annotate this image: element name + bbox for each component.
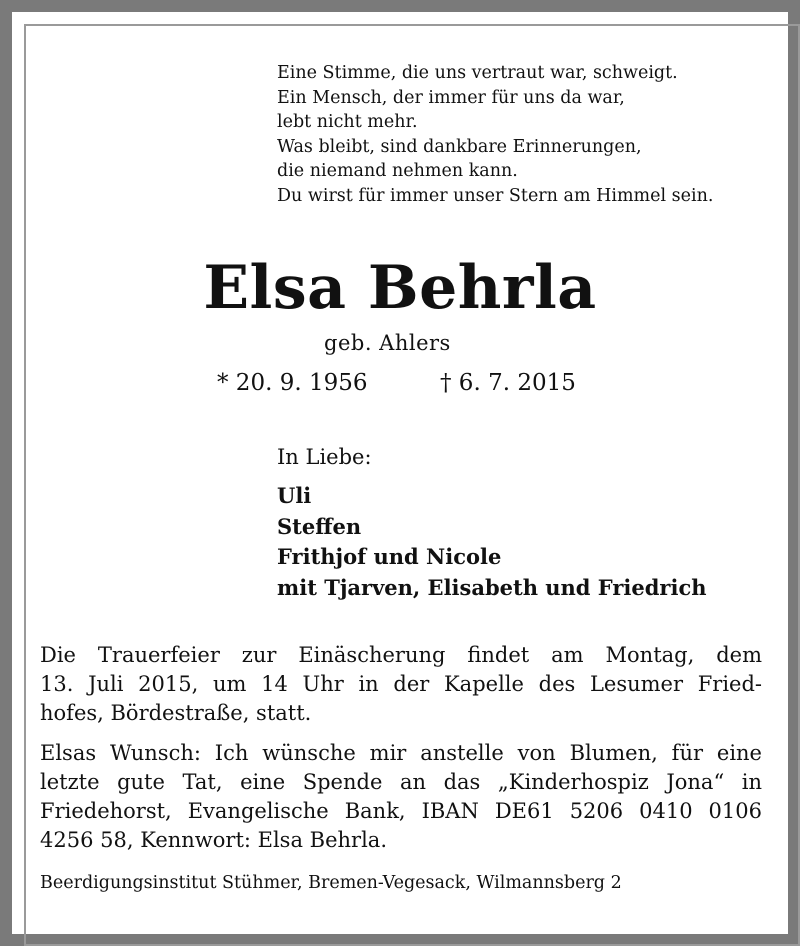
notice-line: 13. Juli 2015, um 14 Uhr in der Kapelle des Lesumer Fried- [40, 672, 762, 696]
mourners-list [277, 481, 707, 603]
maiden-name: geb. Ahlers [324, 331, 451, 355]
poem-line: lebt nicht mehr. [277, 112, 418, 133]
funeral-home: Beerdigungsinstitut Stühmer, Bremen-Vegesack, Wilmannsberg 2 [40, 873, 622, 893]
notice-line: Die Trauerfeier zur Einäscherung findet am Montag, dem [40, 643, 762, 667]
mourners-label: In Liebe: [277, 445, 372, 469]
poem-line: Was bleibt, sind dankbare Erinnerungen, [277, 136, 642, 157]
notice-line: letzte gute Tat, eine Spende an das „Kinderhospiz Jona“ in [40, 770, 762, 794]
notice-line: hofes, Bördestraße, statt. [40, 701, 312, 725]
memorial-poem [277, 61, 713, 209]
funeral-notice [40, 641, 762, 728]
mourner-name: Uli [277, 483, 312, 508]
poem-line: die niemand nehmen kann. [277, 161, 518, 182]
poem-line: Ein Mensch, der immer für uns da war, [277, 87, 625, 108]
donation-notice [40, 739, 762, 855]
mourner-name: mit Tjarven, Elisabeth und Friedrich [277, 574, 707, 600]
death-date: † 6. 7. 2015 [440, 370, 576, 396]
deceased-name: Elsa Behrla [203, 253, 597, 323]
mourner-name: Steffen [277, 513, 362, 539]
poem-line: Du wirst für immer unser Stern am Himmel sein. [277, 185, 714, 206]
notice-line: Elsas Wunsch: Ich wünsche mir anstelle von Blumen, für eine [40, 741, 762, 765]
birth-date: * 20. 9. 1956 [217, 370, 368, 396]
mourner-name: Frithjof und Nicole [277, 544, 502, 569]
poem-line: Eine Stimme, die uns vertraut war, schweigt. [277, 63, 678, 83]
notice-line: 4256 58, Kennwort: Elsa Behrla. [40, 828, 387, 852]
notice-line: Friedehorst, Evangelische Bank, IBAN DE61 5206 0410 0106 [40, 799, 762, 823]
